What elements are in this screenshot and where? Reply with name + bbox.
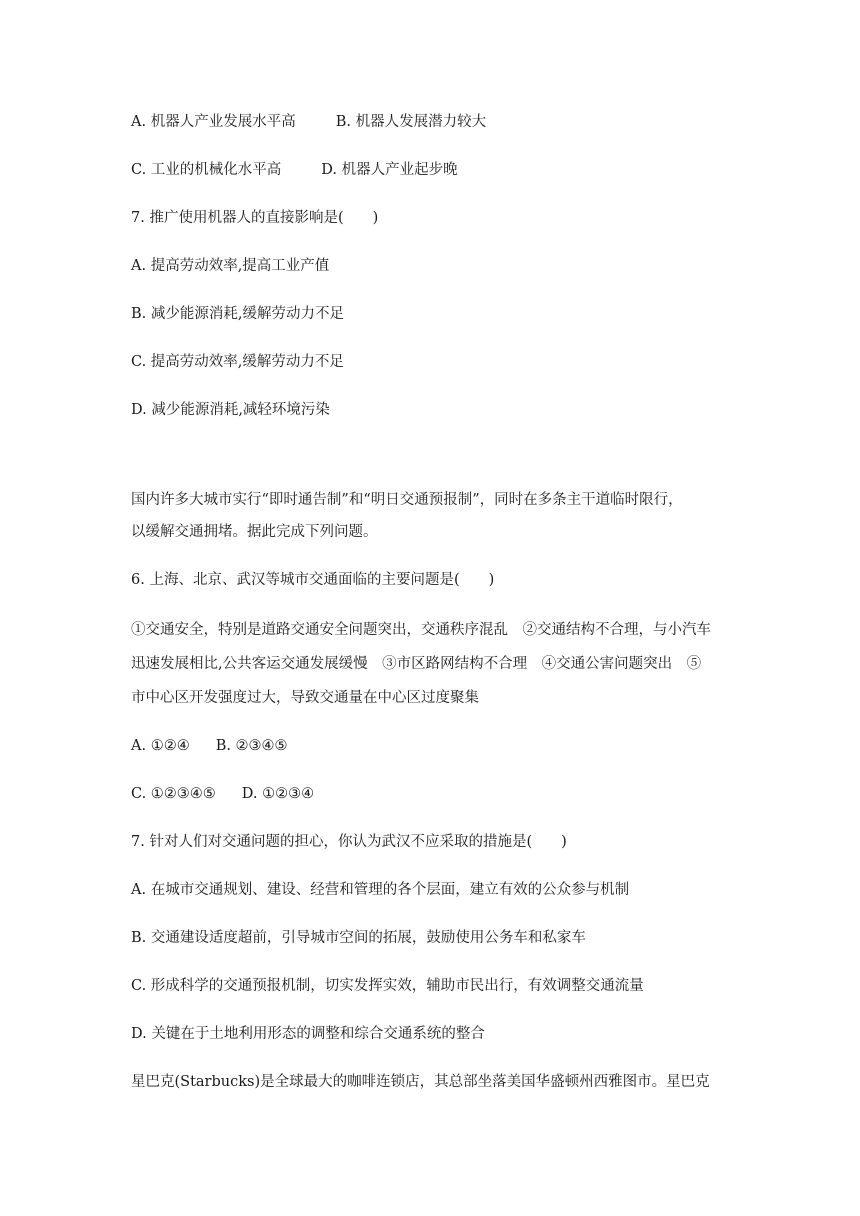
q6a-option-c: C. 工业的机械化水平高	[131, 162, 282, 178]
q7b-option-d: D. 关键在于土地利用形态的调整和综合交通系统的整合	[131, 1026, 485, 1042]
q7a-option-d: D. 减少能源消耗,减轻环境污染	[131, 402, 330, 418]
q7b-option-c: C. 形成科学的交通预报机制，切实发挥实效，辅助市民出行，有效调整交通流量	[131, 978, 644, 994]
passage-line-2: 以缓解交通拥堵。据此完成下列问题。	[131, 524, 378, 540]
q6a-option-b: B. 机器人发展潜力较大	[335, 114, 487, 130]
q6b-options-row2	[131, 784, 314, 804]
q7a-option-b: B. 减少能源消耗,缓解劳动力不足	[131, 306, 344, 322]
q7a-option-a: A. 提高劳动效率,提高工业产值	[131, 258, 330, 274]
q6a-option-a: A. 机器人产业发展水平高	[131, 114, 296, 130]
q6b-items-line-3: 市中心区开发强度过大，导致交通量在中心区过度聚集	[131, 690, 479, 706]
q6b-option-d: D. ①②③④	[241, 786, 315, 802]
q6b-items-line-2: 迅速发展相比,公共客运交通发展缓慢 ③市区路网结构不合理 ④交通公害问题突出 ⑤	[131, 656, 702, 672]
starbucks-line-1: 星巴克(Starbucks)是全球最大的咖啡连锁店，其总部坐落美国华盛顿州西雅图市。星巴克	[131, 1074, 710, 1090]
q7b-option-a: A. 在城市交通规划、建设、经营和管理的各个层面，建立有效的公众参与机制	[131, 882, 630, 898]
q6b-stem: 6. 上海、北京、武汉等城市交通面临的主要问题是( )	[131, 572, 495, 588]
q6b-option-b: B. ②③④⑤	[215, 738, 288, 754]
q6a-option-d: D. 机器人产业起步晚	[321, 162, 458, 178]
q6b-option-c: C. ①②③④⑤	[131, 786, 216, 802]
q7b-stem: 7. 针对人们对交通问题的担心，你认为武汉不应采取的措施是( )	[131, 834, 567, 850]
q6b-options-row1	[131, 736, 288, 756]
q6a-options-row1	[131, 112, 486, 132]
q7b-option-b: B. 交通建设适度超前，引导城市空间的拓展，鼓励使用公务车和私家车	[131, 930, 586, 946]
passage-line-1: 国内许多大城市实行“即时通告制”和“明日交通预报制”，同时在多条主干道临时限行，	[131, 492, 683, 508]
q6b-items-line-1: ①交通安全，特别是道路交通安全问题突出，交通秩序混乱 ②交通结构不合理，与小汽车	[131, 622, 711, 638]
q6a-options-row2	[131, 160, 458, 180]
q6b-option-a: A. ①②④	[131, 738, 190, 754]
q7a-option-c: C. 提高劳动效率,缓解劳动力不足	[131, 354, 344, 370]
q7a-stem: 7. 推广使用机器人的直接影响是( )	[131, 210, 379, 226]
